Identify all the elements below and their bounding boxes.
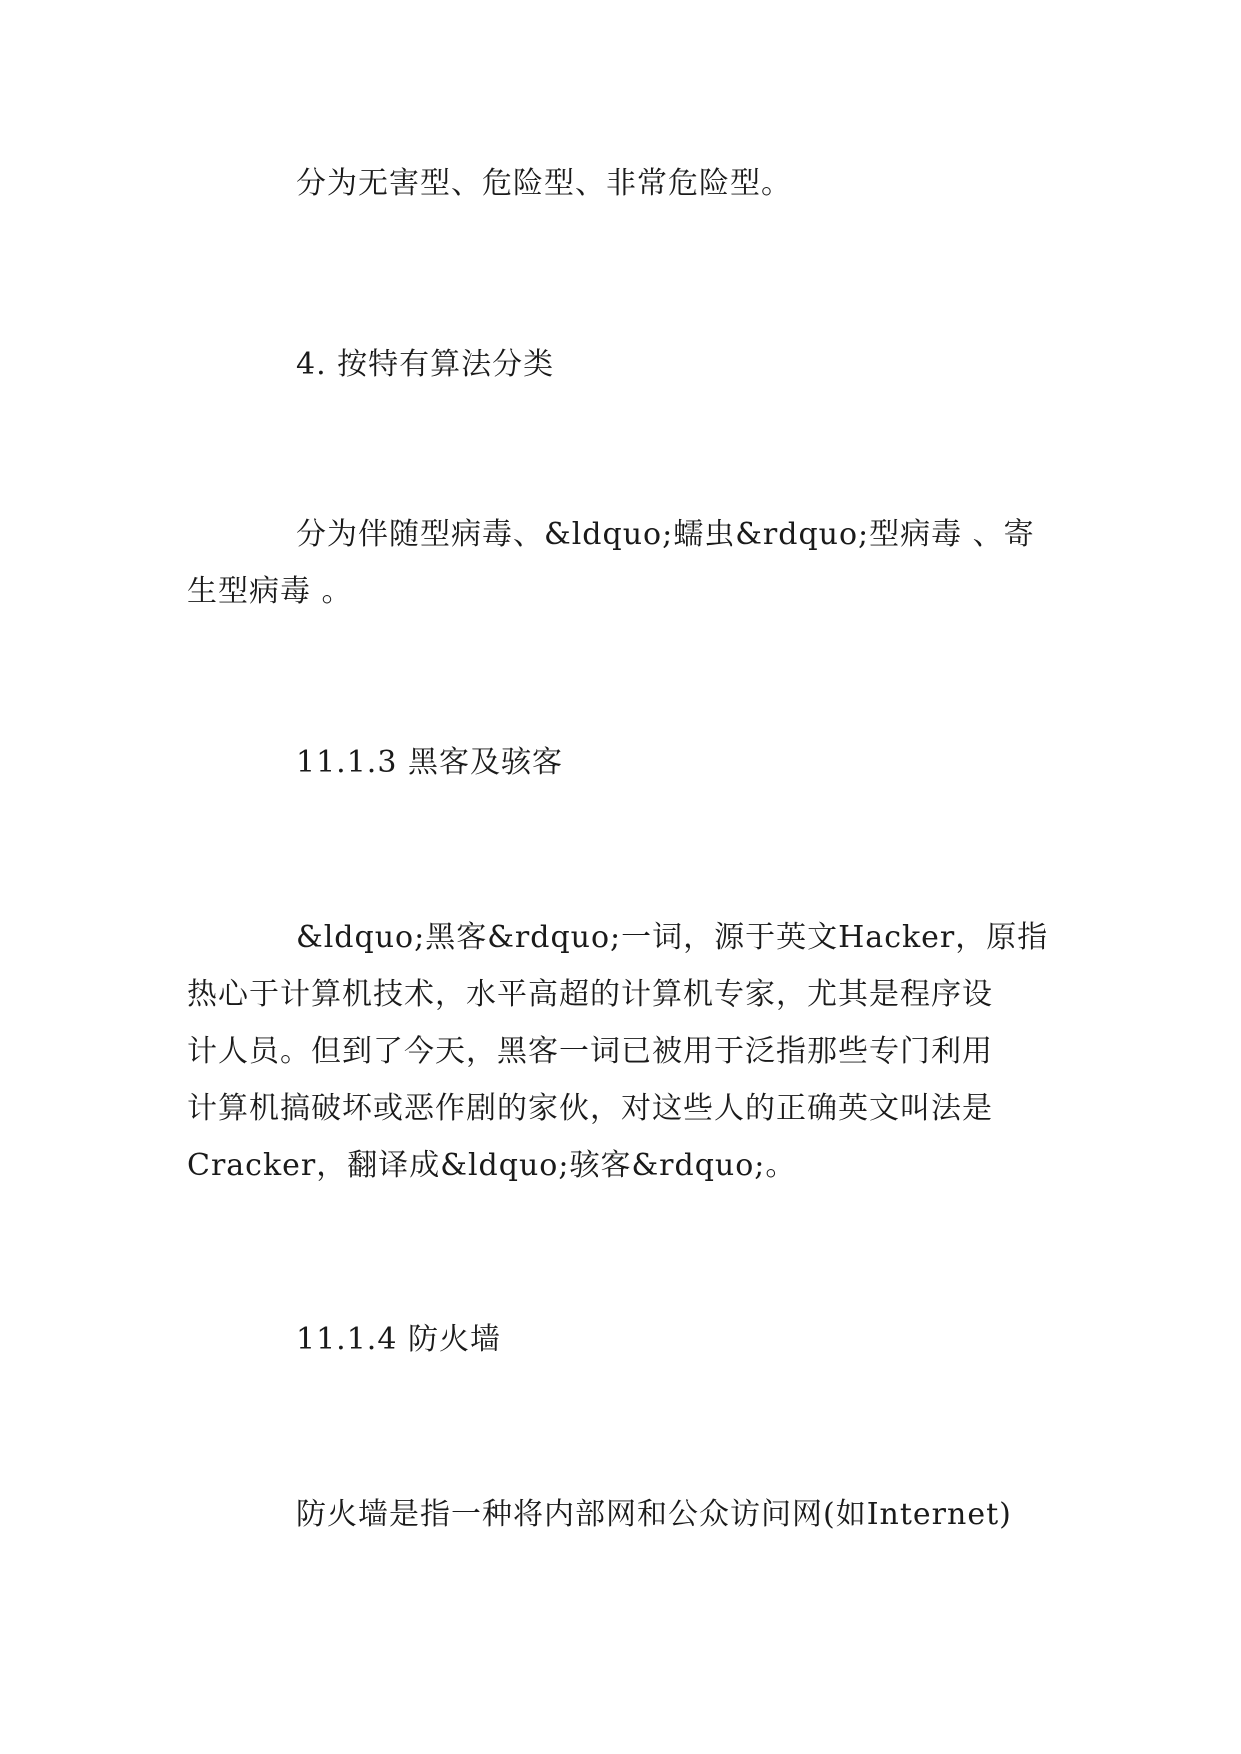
paragraph-hacker-line-3: 计人员。但到了今天，黑客一词已被用于泛指那些专门利用 <box>187 1034 993 1069</box>
paragraph-hacker-line-1: &ldquo;黑客&rdquo;一词，源于英文Hacker，原指 <box>296 920 1049 955</box>
paragraph-virus-types-line-2: 生型病毒 。 <box>187 574 353 609</box>
paragraph-virus-types-line-1: 分为伴随型病毒、&ldquo;蠕虫&rdquo;型病毒 、寄 <box>296 517 1035 552</box>
paragraph-danger-types: 分为无害型、危险型、非常危险型。 <box>296 166 792 201</box>
paragraph-hacker-line-5: Cracker，翻译成&ldquo;骇客&rdquo;。 <box>187 1148 797 1183</box>
heading-hacker-cracker: 11.1.3 黑客及骇客 <box>296 745 563 780</box>
paragraph-hacker-line-4: 计算机搞破坏或恶作剧的家伙，对这些人的正确英文叫法是 <box>187 1091 993 1126</box>
heading-algorithm-classification: 4. 按特有算法分类 <box>296 347 555 382</box>
heading-firewall: 11.1.4 防火墙 <box>296 1322 501 1357</box>
paragraph-hacker-line-2: 热心于计算机技术，水平高超的计算机专家，尤其是程序设 <box>187 977 993 1012</box>
paragraph-firewall-line-1: 防火墙是指一种将内部网和公众访问网(如Internet) <box>296 1497 1012 1532</box>
